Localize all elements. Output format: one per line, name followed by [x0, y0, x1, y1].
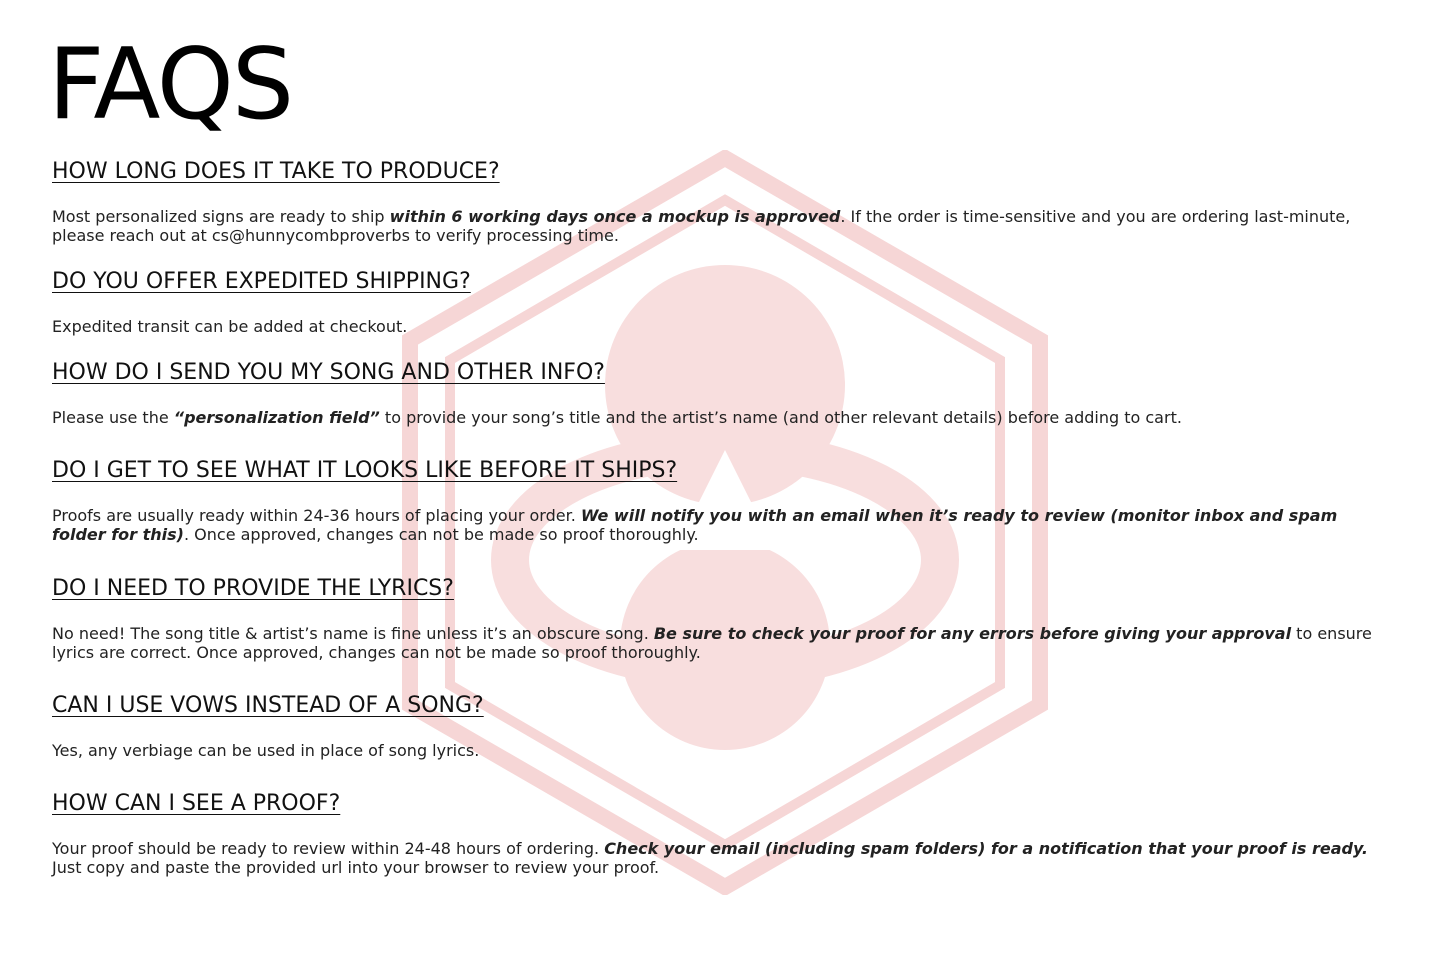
faq-item: [52, 269, 1392, 336]
faq-question: DO I GET TO SEE WHAT IT LOOKS LIKE BEFORE IT SHIPS?: [52, 458, 678, 483]
faq-answer: Expedited transit can be added at checkout.: [52, 317, 408, 336]
faq-answer: Your proof should be ready to review within 24-48 hours of ordering. Check your email (including spam folders) for a notification that your proof is ready. Just copy and paste the provided url into your browser to review your proof.: [52, 839, 1369, 877]
faq-item: [52, 458, 1392, 544]
page-title: FAQS: [48, 28, 293, 142]
faq-question: HOW CAN I SEE A PROOF?: [52, 791, 341, 816]
faq-question: HOW LONG DOES IT TAKE TO PRODUCE?: [52, 159, 500, 184]
faq-item: [52, 791, 1392, 877]
faq-answer: Proofs are usually ready within 24-36 hours of placing your order. We will notify you with an email when it’s ready to review (monitor inbox and spam folder for this). Once approved, changes can not be made so proof thoroughly.: [52, 506, 1338, 544]
faq-item: [52, 360, 1392, 427]
faq-question: CAN I USE VOWS INSTEAD OF A SONG?: [52, 693, 484, 718]
faq-answer: No need! The song title & artist’s name is fine unless it’s an obscure song. Be sure to check your proof for any errors before giving your approval to ensure lyrics are correct. Once approved, changes can not be made so proof thoroughly.: [52, 624, 1372, 662]
faq-question: DO I NEED TO PROVIDE THE LYRICS?: [52, 576, 454, 601]
faq-item: [52, 576, 1392, 662]
faq-answer: Most personalized signs are ready to ship within 6 working days once a mockup is approved. If the order is time-sensitive and you are ordering last-minute, please reach out at cs@hunnycombproverbs to verify processing time.: [52, 207, 1351, 245]
faq-item: [52, 693, 1392, 760]
faq-question: HOW DO I SEND YOU MY SONG AND OTHER INFO?: [52, 360, 605, 385]
faq-answer: Please use the “personalization field” to provide your song’s title and the artist’s name (and other relevant details) before adding to cart.: [52, 408, 1182, 427]
faq-answer: Yes, any verbiage can be used in place of song lyrics.: [52, 741, 480, 760]
faq-item: [52, 159, 1392, 245]
faq-question: DO YOU OFFER EXPEDITED SHIPPING?: [52, 269, 471, 294]
